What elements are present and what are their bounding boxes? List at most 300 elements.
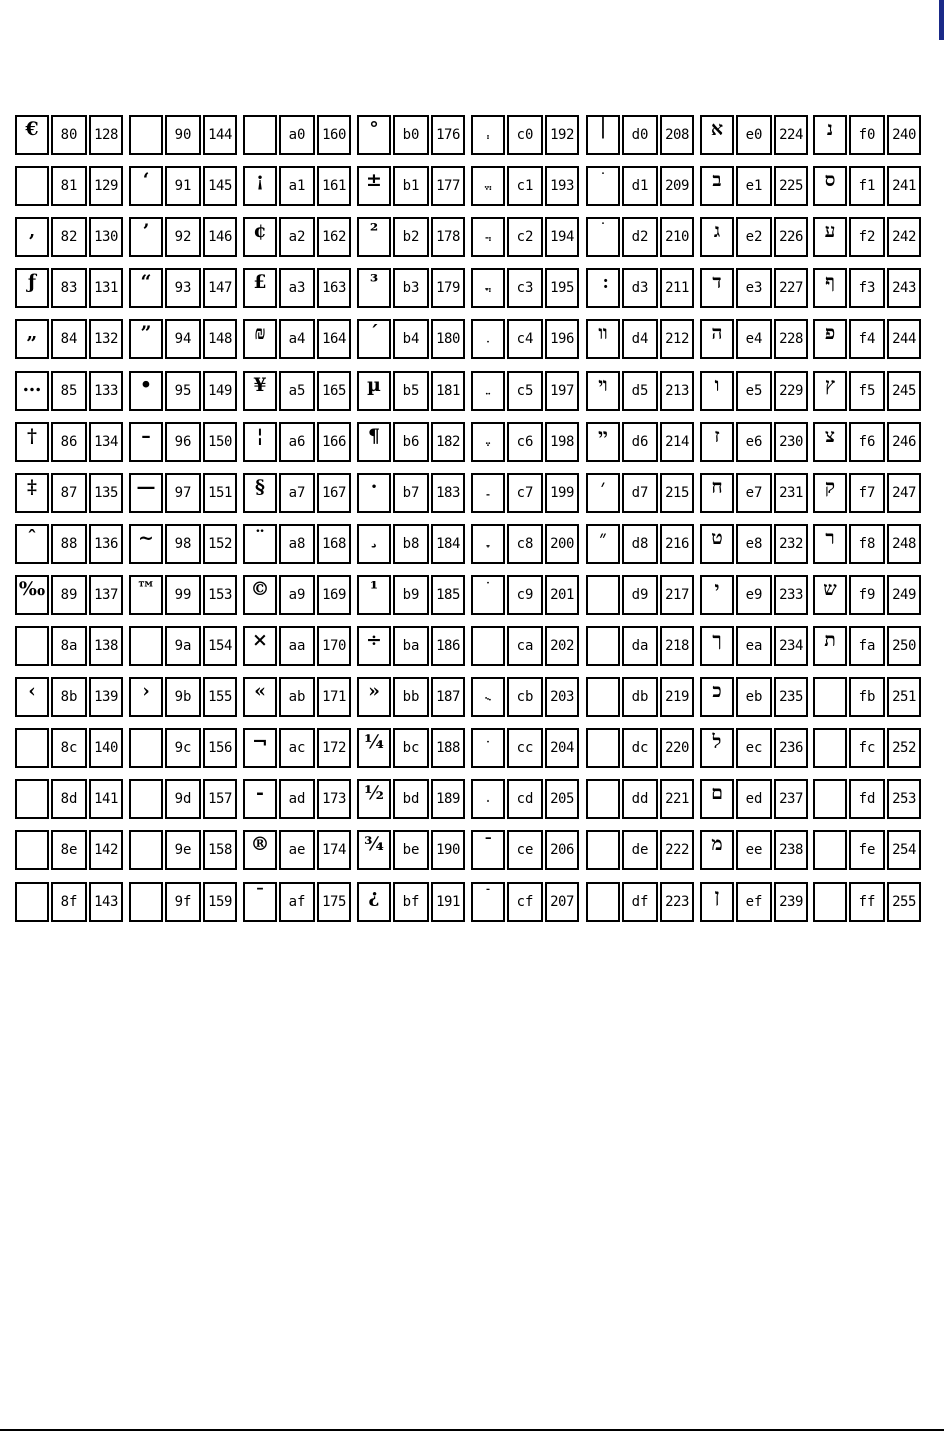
code-cell-e9 (700, 575, 808, 615)
code-cell-ad (243, 779, 351, 819)
code-cell-cd (471, 779, 579, 819)
decimal-code: 132 (89, 319, 123, 359)
code-cell-f5 (813, 371, 921, 411)
decimal-code: 251 (887, 677, 921, 717)
hex-code: 83 (51, 268, 87, 308)
glyph-box (471, 319, 505, 359)
hex-code: c4 (507, 319, 543, 359)
hex-code: 85 (51, 371, 87, 411)
glyph-box (129, 830, 163, 870)
code-cell-84 (15, 319, 123, 359)
hex-code: ba (393, 626, 429, 666)
decimal-code: 130 (89, 217, 123, 257)
decimal-code: 184 (431, 524, 465, 564)
glyph-box: › (129, 677, 163, 717)
decimal-code: 138 (89, 626, 123, 666)
decimal-code: 198 (545, 422, 579, 462)
code-cell-98 (129, 524, 237, 564)
glyph-box: ÷ (357, 626, 391, 666)
glyph-box (471, 524, 505, 564)
glyph-box: ´ (357, 319, 391, 359)
glyph-box: ¦ (243, 422, 277, 462)
code-cell-de (586, 830, 694, 870)
code-cell-ab (243, 677, 351, 717)
code-cell-db (586, 677, 694, 717)
decimal-code: 195 (545, 268, 579, 308)
decimal-code: 246 (887, 422, 921, 462)
hex-code: a1 (279, 166, 315, 206)
glyph-box (586, 882, 620, 922)
hex-code: ad (279, 779, 315, 819)
decimal-code: 170 (317, 626, 351, 666)
hex-code: da (622, 626, 658, 666)
decimal-code: 176 (431, 115, 465, 155)
hex-code: be (393, 830, 429, 870)
glyph-box: י (700, 575, 734, 615)
code-cell-81 (15, 166, 123, 206)
decimal-code: 225 (774, 166, 808, 206)
decimal-code: 140 (89, 728, 123, 768)
glyph-box (586, 830, 620, 870)
hex-code: fe (849, 830, 885, 870)
decimal-code: 209 (660, 166, 694, 206)
hex-code: 92 (165, 217, 201, 257)
decimal-code: 148 (203, 319, 237, 359)
code-cell-ed (700, 779, 808, 819)
code-cell-bf (357, 882, 465, 922)
glyph-box (15, 882, 49, 922)
glyph-box: ק (813, 473, 847, 513)
hex-code: ac (279, 728, 315, 768)
decimal-code: 226 (774, 217, 808, 257)
hex-code: eb (736, 677, 772, 717)
code-cell-8f (15, 882, 123, 922)
decimal-code: 210 (660, 217, 694, 257)
code-cell-d8 (586, 524, 694, 564)
glyph-box: ־ (471, 830, 505, 870)
decimal-code: 202 (545, 626, 579, 666)
code-cell-a9 (243, 575, 351, 615)
decimal-code: 136 (89, 524, 123, 564)
glyph-box (471, 422, 505, 462)
hex-code: f4 (849, 319, 885, 359)
hex-code: fa (849, 626, 885, 666)
decimal-code: 216 (660, 524, 694, 564)
code-cell-92 (129, 217, 237, 257)
code-cell-f4 (813, 319, 921, 359)
hex-code: 90 (165, 115, 201, 155)
decimal-code: 204 (545, 728, 579, 768)
decimal-code: 158 (203, 830, 237, 870)
code-cell-ac (243, 728, 351, 768)
code-cell-b9 (357, 575, 465, 615)
code-cell-b7 (357, 473, 465, 513)
decimal-code: 207 (545, 882, 579, 922)
glyph-box (129, 728, 163, 768)
hex-code: c1 (507, 166, 543, 206)
decimal-code: 196 (545, 319, 579, 359)
decimal-code: 150 (203, 422, 237, 462)
glyph-box: װ (586, 319, 620, 359)
decimal-code: 201 (545, 575, 579, 615)
code-cell-cf (471, 882, 579, 922)
glyph-box (15, 779, 49, 819)
code-cell-b1 (357, 166, 465, 206)
code-cell-ee (700, 830, 808, 870)
hex-code: b8 (393, 524, 429, 564)
decimal-code: 155 (203, 677, 237, 717)
code-cell-b5 (357, 371, 465, 411)
hex-code: 9e (165, 830, 201, 870)
hex-code: c7 (507, 473, 543, 513)
glyph-box: צ (813, 422, 847, 462)
decimal-code: 247 (887, 473, 921, 513)
glyph-box: ח (700, 473, 734, 513)
glyph-box (15, 166, 49, 206)
hex-code: ef (736, 882, 772, 922)
glyph-box: ƒ (15, 268, 49, 308)
hex-code: 9c (165, 728, 201, 768)
glyph-box: ץ (813, 371, 847, 411)
hex-code: f2 (849, 217, 885, 257)
code-cell-fb (813, 677, 921, 717)
decimal-code: 193 (545, 166, 579, 206)
decimal-code: 134 (89, 422, 123, 462)
glyph-box (813, 779, 847, 819)
decimal-code: 162 (317, 217, 351, 257)
decimal-code: 192 (545, 115, 579, 155)
decimal-code: 173 (317, 779, 351, 819)
glyph-box: ן (700, 882, 734, 922)
decimal-code: 194 (545, 217, 579, 257)
decimal-code: 143 (89, 882, 123, 922)
hex-code: fd (849, 779, 885, 819)
code-cell-a2 (243, 217, 351, 257)
hex-code: ec (736, 728, 772, 768)
decimal-code: 161 (317, 166, 351, 206)
hex-code: b4 (393, 319, 429, 359)
decimal-code: 222 (660, 830, 694, 870)
code-cell-aa (243, 626, 351, 666)
decimal-code: 254 (887, 830, 921, 870)
hex-code: c9 (507, 575, 543, 615)
decimal-code: 179 (431, 268, 465, 308)
glyph-box: ¿ (357, 882, 391, 922)
code-cell-da (586, 626, 694, 666)
decimal-code: 142 (89, 830, 123, 870)
code-cell-8b (15, 677, 123, 717)
hex-code: c5 (507, 371, 543, 411)
hex-code: 96 (165, 422, 201, 462)
hex-code: a2 (279, 217, 315, 257)
code-cell-e4 (700, 319, 808, 359)
glyph-box (586, 677, 620, 717)
decimal-code: 139 (89, 677, 123, 717)
glyph-box (129, 882, 163, 922)
code-cell-c8 (471, 524, 579, 564)
hex-code: 8b (51, 677, 87, 717)
code-cell-96 (129, 422, 237, 462)
hex-code: 9d (165, 779, 201, 819)
code-cell-fe (813, 830, 921, 870)
code-cell-a7 (243, 473, 351, 513)
hex-code: 94 (165, 319, 201, 359)
glyph-box: ך (700, 626, 734, 666)
code-cell-c4 (471, 319, 579, 359)
decimal-code: 233 (774, 575, 808, 615)
decimal-code: 137 (89, 575, 123, 615)
hex-code: 84 (51, 319, 87, 359)
decimal-code: 206 (545, 830, 579, 870)
hex-code: c0 (507, 115, 543, 155)
decimal-code: 185 (431, 575, 465, 615)
hex-code: d1 (622, 166, 658, 206)
code-cell-f2 (813, 217, 921, 257)
hex-code: dc (622, 728, 658, 768)
code-cell-95 (129, 371, 237, 411)
glyph-box: ם (700, 779, 734, 819)
code-cell-b8 (357, 524, 465, 564)
code-cell-ff (813, 882, 921, 922)
hex-code: 81 (51, 166, 87, 206)
code-cell-af (243, 882, 351, 922)
hex-code: d7 (622, 473, 658, 513)
glyph-box: „ (15, 319, 49, 359)
code-cell-94 (129, 319, 237, 359)
glyph-box (586, 166, 620, 206)
decimal-code: 234 (774, 626, 808, 666)
code-cell-9b (129, 677, 237, 717)
decimal-code: 224 (774, 115, 808, 155)
glyph-box (15, 626, 49, 666)
hex-code: bb (393, 677, 429, 717)
code-cell-d6 (586, 422, 694, 462)
hex-code: 8d (51, 779, 87, 819)
code-cell-e3 (700, 268, 808, 308)
glyph-box (586, 575, 620, 615)
decimal-code: 156 (203, 728, 237, 768)
hex-code: 9a (165, 626, 201, 666)
glyph-box: × (243, 626, 277, 666)
hex-code: 8e (51, 830, 87, 870)
decimal-code: 146 (203, 217, 237, 257)
hex-code: f6 (849, 422, 885, 462)
decimal-code: 219 (660, 677, 694, 717)
code-cell-85 (15, 371, 123, 411)
decimal-code: 240 (887, 115, 921, 155)
code-cell-99 (129, 575, 237, 615)
code-cell-f1 (813, 166, 921, 206)
hex-code: f9 (849, 575, 885, 615)
code-cell-f3 (813, 268, 921, 308)
hex-code: 89 (51, 575, 87, 615)
hex-code: b5 (393, 371, 429, 411)
hex-code: e6 (736, 422, 772, 462)
glyph-box: £ (243, 268, 277, 308)
hex-code: ca (507, 626, 543, 666)
glyph-box (471, 115, 505, 155)
glyph-box: ׀ (586, 115, 620, 155)
code-cell-d0 (586, 115, 694, 155)
glyph-box: פ (813, 319, 847, 359)
decimal-code: 218 (660, 626, 694, 666)
decimal-code: 241 (887, 166, 921, 206)
hex-code: af (279, 882, 315, 922)
hex-code: f0 (849, 115, 885, 155)
decimal-code: 230 (774, 422, 808, 462)
hex-code: a3 (279, 268, 315, 308)
glyph-box: — (129, 473, 163, 513)
decimal-code: 211 (660, 268, 694, 308)
decimal-code: 175 (317, 882, 351, 922)
code-cell-cb (471, 677, 579, 717)
glyph-box: ש (813, 575, 847, 615)
hex-code: b1 (393, 166, 429, 206)
hex-code: d4 (622, 319, 658, 359)
glyph-box: ¯ (243, 882, 277, 922)
glyph-box: ז (700, 422, 734, 462)
decimal-code: 147 (203, 268, 237, 308)
hex-code: 9f (165, 882, 201, 922)
glyph-box: ר (813, 524, 847, 564)
decimal-code: 244 (887, 319, 921, 359)
glyph-box: ‹ (15, 677, 49, 717)
code-cell-a8 (243, 524, 351, 564)
glyph-box: ‰ (15, 575, 49, 615)
glyph-box: ׳ (586, 473, 620, 513)
glyph-box (471, 371, 505, 411)
hex-code: c3 (507, 268, 543, 308)
glyph-box: ± (357, 166, 391, 206)
glyph-box: ‚ (15, 217, 49, 257)
glyph-box: † (15, 422, 49, 462)
hex-code: d0 (622, 115, 658, 155)
glyph-box (15, 830, 49, 870)
hex-code: 95 (165, 371, 201, 411)
code-cell-c1 (471, 166, 579, 206)
hex-code: e1 (736, 166, 772, 206)
glyph-box (471, 217, 505, 257)
glyph-box: ד (700, 268, 734, 308)
glyph-box (813, 830, 847, 870)
hex-code: e0 (736, 115, 772, 155)
code-cell-c9 (471, 575, 579, 615)
code-cell-b3 (357, 268, 465, 308)
code-cell-c2 (471, 217, 579, 257)
code-cell-a5 (243, 371, 351, 411)
decimal-code: 229 (774, 371, 808, 411)
code-cell-86 (15, 422, 123, 462)
decimal-code: 253 (887, 779, 921, 819)
decimal-code: 174 (317, 830, 351, 870)
code-cell-e7 (700, 473, 808, 513)
glyph-box (586, 268, 620, 308)
code-cell-c0 (471, 115, 579, 155)
decimal-code: 203 (545, 677, 579, 717)
hex-code: e9 (736, 575, 772, 615)
glyph-box (471, 575, 505, 615)
glyph-box: ױ (586, 371, 620, 411)
code-cell-ec (700, 728, 808, 768)
code-cell-d5 (586, 371, 694, 411)
code-cell-e0 (700, 115, 808, 155)
code-cell-a3 (243, 268, 351, 308)
code-cell-82 (15, 217, 123, 257)
code-cell-c5 (471, 371, 579, 411)
glyph-box: ט (700, 524, 734, 564)
glyph-box: © (243, 575, 277, 615)
code-cell-b6 (357, 422, 465, 462)
hex-code: f1 (849, 166, 885, 206)
glyph-box (586, 626, 620, 666)
hex-code: ae (279, 830, 315, 870)
hex-code: de (622, 830, 658, 870)
code-cell-8a (15, 626, 123, 666)
decimal-code: 199 (545, 473, 579, 513)
hex-code: cd (507, 779, 543, 819)
glyph-box (129, 779, 163, 819)
glyph-box: ₪ (243, 319, 277, 359)
glyph-box: ³ (357, 268, 391, 308)
hex-code: d3 (622, 268, 658, 308)
decimal-code: 212 (660, 319, 694, 359)
glyph-box (471, 166, 505, 206)
glyph-box (813, 728, 847, 768)
glyph-box: ״ (586, 524, 620, 564)
decimal-code: 166 (317, 422, 351, 462)
decimal-code: 235 (774, 677, 808, 717)
code-cell-d1 (586, 166, 694, 206)
decimal-code: 191 (431, 882, 465, 922)
code-cell-d4 (586, 319, 694, 359)
hex-code: df (622, 882, 658, 922)
code-cell-f0 (813, 115, 921, 155)
decimal-code: 157 (203, 779, 237, 819)
decimal-code: 245 (887, 371, 921, 411)
code-cell-b2 (357, 217, 465, 257)
glyph-box: · (357, 473, 391, 513)
code-cell-87 (15, 473, 123, 513)
hex-code: b2 (393, 217, 429, 257)
glyph-box: ¾ (357, 830, 391, 870)
hex-code: bc (393, 728, 429, 768)
hex-code: a5 (279, 371, 315, 411)
decimal-code: 178 (431, 217, 465, 257)
code-cell-a0 (243, 115, 351, 155)
glyph-box: “ (129, 268, 163, 308)
hex-code: f8 (849, 524, 885, 564)
hex-code: 87 (51, 473, 87, 513)
hex-code: d2 (622, 217, 658, 257)
code-cell-8c (15, 728, 123, 768)
decimal-code: 214 (660, 422, 694, 462)
hex-code: 97 (165, 473, 201, 513)
code-cell-b4 (357, 319, 465, 359)
hex-code: a6 (279, 422, 315, 462)
glyph-box (243, 115, 277, 155)
decimal-code: 131 (89, 268, 123, 308)
glyph-box (129, 626, 163, 666)
hex-code: cf (507, 882, 543, 922)
code-cell-e8 (700, 524, 808, 564)
glyph-box: ¬ (243, 728, 277, 768)
decimal-code: 183 (431, 473, 465, 513)
code-cell-c6 (471, 422, 579, 462)
hex-code: e5 (736, 371, 772, 411)
hex-code: 98 (165, 524, 201, 564)
hex-code: ce (507, 830, 543, 870)
hex-code: d8 (622, 524, 658, 564)
